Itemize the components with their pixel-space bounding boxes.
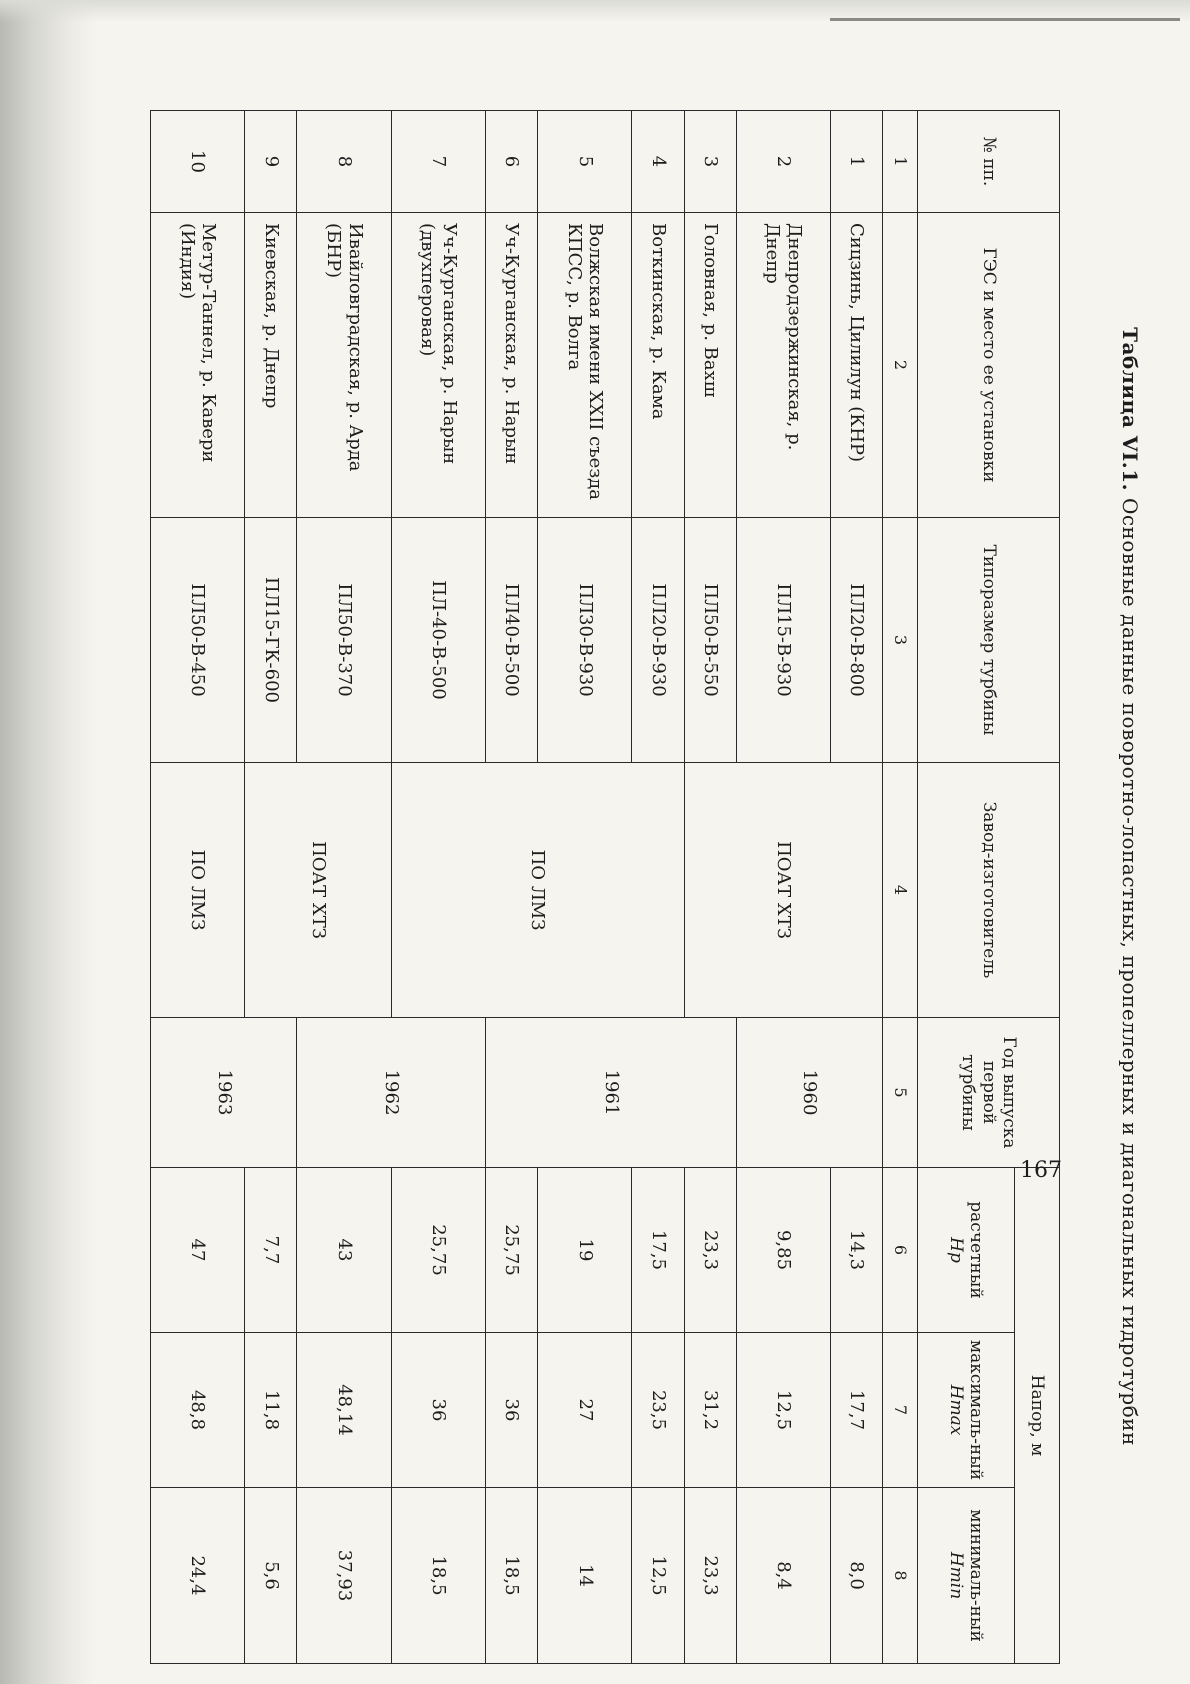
row-head-max: 36	[486, 1333, 538, 1488]
row-head-calc: 14,3	[830, 1168, 882, 1333]
table-row	[830, 111, 882, 1664]
maker-group-2: ПО ЛМЗ	[391, 763, 684, 1018]
row-station: Воткинская, р. Кама	[632, 213, 684, 518]
row-head-max: 48,8	[151, 1333, 245, 1488]
year-group-2: 1961	[486, 1018, 737, 1168]
row-no: 8	[297, 111, 391, 213]
row-no: 3	[684, 111, 736, 213]
maker-group-3: ПОАТ ХТЗ	[245, 763, 391, 1018]
row-type: ПЛ20-В-930	[632, 518, 684, 763]
row-station: Киевская, р. Днепр	[245, 213, 297, 518]
maker-group-4: ПО ЛМЗ	[151, 763, 245, 1018]
column-number: 5	[883, 1018, 918, 1168]
row-type: ПЛ50-В-370	[297, 518, 391, 763]
rotated-table-block	[150, 110, 1142, 1663]
row-station: Волжская имени XXII съезда КПСС, р. Волга	[538, 213, 632, 518]
header-head-min	[918, 1488, 1015, 1664]
row-head-calc: 7,7	[245, 1168, 297, 1333]
row-station: Сицзинь, Цилилун (КНР)	[830, 213, 882, 518]
row-head-min: 8,0	[830, 1488, 882, 1664]
row-station: Уч-Курганская, р. Нарын (двухперовая)	[391, 213, 485, 518]
table-row	[297, 111, 391, 1664]
column-number: 1	[883, 111, 918, 213]
row-no: 6	[486, 111, 538, 213]
row-head-max: 23,5	[632, 1333, 684, 1488]
row-type: ПЛ30-В-930	[538, 518, 632, 763]
row-head-min: 14	[538, 1488, 632, 1664]
scan-top-line	[830, 18, 1180, 21]
row-station: Головная, р. Вахш	[684, 213, 736, 518]
row-no: 7	[391, 111, 485, 213]
column-number: 3	[883, 518, 918, 763]
row-no: 10	[151, 111, 245, 213]
row-type: ПЛ15-ГК-600	[245, 518, 297, 763]
row-type: ПЛ-40-В-500	[391, 518, 485, 763]
row-station: Ивайловградская, р. Арда (БНР)	[297, 213, 391, 518]
table-title	[1118, 110, 1142, 1663]
scan-edge-shadow	[0, 0, 95, 1684]
header-head-min-symbol: Hmin	[946, 1551, 966, 1600]
row-type: ПЛ50-В-550	[684, 518, 736, 763]
row-head-calc: 43	[297, 1168, 391, 1333]
header-head-max	[918, 1333, 1015, 1488]
row-station: Метур-Таннел, р. Кавери (Индия)	[151, 213, 245, 518]
row-head-min: 12,5	[632, 1488, 684, 1664]
row-head-min: 23,3	[684, 1488, 736, 1664]
year-group-4: 1963	[151, 1018, 297, 1168]
header-head-calc	[918, 1168, 1015, 1333]
column-number: 6	[883, 1168, 918, 1333]
row-head-calc: 19	[538, 1168, 632, 1333]
column-number: 7	[883, 1333, 918, 1488]
header-year: Год выпуска первой турбины	[918, 1018, 1060, 1168]
row-head-max: 27	[538, 1333, 632, 1488]
row-head-calc: 9,85	[736, 1168, 830, 1333]
table-row	[632, 111, 684, 1664]
row-type: ПЛ15-В-930	[736, 518, 830, 763]
row-station: Уч-Курганская, р. Нарын	[486, 213, 538, 518]
row-head-calc: 25,75	[486, 1168, 538, 1333]
table-row	[151, 111, 245, 1664]
row-no: 9	[245, 111, 297, 213]
header-head-max-symbol: Hmax	[946, 1384, 966, 1436]
row-head-calc: 25,75	[391, 1168, 485, 1333]
row-head-min: 5,6	[245, 1488, 297, 1664]
header-station: ГЭС и место ее установки	[918, 213, 1060, 518]
table-title-label: Таблица VI.1.	[1118, 327, 1142, 492]
header-head-group: Напор, м	[1015, 1168, 1060, 1664]
row-type: ПЛ50-В-450	[151, 518, 245, 763]
row-head-calc: 17,5	[632, 1168, 684, 1333]
year-group-3: 1962	[297, 1018, 486, 1168]
header-head-max-label: максималь-ный	[966, 1339, 987, 1481]
table-title-text: Основные данные поворотно-лопастных, пропеллерных и диагональных гидротурбин	[1118, 497, 1142, 1446]
row-head-min: 18,5	[391, 1488, 485, 1664]
row-head-max: 36	[391, 1333, 485, 1488]
row-head-min: 8,4	[736, 1488, 830, 1664]
row-head-max: 17,7	[830, 1333, 882, 1488]
header-head-calc-symbol: Hр	[946, 1237, 966, 1263]
row-no: 4	[632, 111, 684, 213]
row-type: ПЛ40-В-500	[486, 518, 538, 763]
column-number: 8	[883, 1488, 918, 1664]
row-head-min: 37,93	[297, 1488, 391, 1664]
row-head-calc: 47	[151, 1168, 245, 1333]
turbine-data-table	[150, 110, 1060, 1664]
header-no: № пп.	[918, 111, 1060, 213]
row-head-max: 48,14	[297, 1333, 391, 1488]
row-head-max: 12,5	[736, 1333, 830, 1488]
year-group-1: 1960	[736, 1018, 882, 1168]
row-no: 5	[538, 111, 632, 213]
column-number-row	[883, 111, 918, 1664]
header-maker: Завод-изготовитель	[918, 763, 1060, 1018]
row-head-max: 31,2	[684, 1333, 736, 1488]
header-head-min-label: минималь-ный	[966, 1509, 987, 1642]
row-no: 1	[830, 111, 882, 213]
header-type: Типоразмер турбины	[918, 518, 1060, 763]
row-station: Днепродзержинская, р. Днепр	[736, 213, 830, 518]
row-type: ПЛ20-В-800	[830, 518, 882, 763]
column-number: 2	[883, 213, 918, 518]
row-head-max: 11,8	[245, 1333, 297, 1488]
header-head-calc-label: расчетный	[966, 1201, 987, 1299]
page-number: 167	[1020, 1158, 1062, 1183]
row-head-min: 24,4	[151, 1488, 245, 1664]
row-head-min: 18,5	[486, 1488, 538, 1664]
row-head-calc: 23,3	[684, 1168, 736, 1333]
row-no: 2	[736, 111, 830, 213]
column-number: 4	[883, 763, 918, 1018]
maker-group-1: ПОАТ ХТЗ	[684, 763, 882, 1018]
